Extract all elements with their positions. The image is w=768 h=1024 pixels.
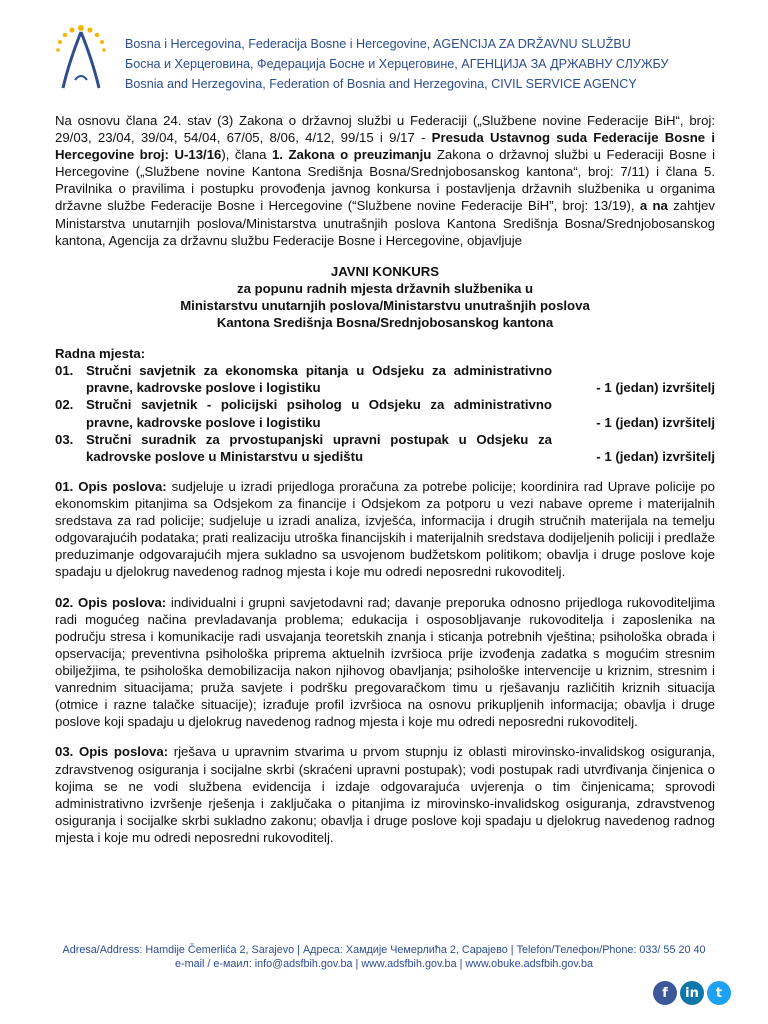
job-description-2 [55, 594, 715, 731]
intro-text-4: zahtjev Ministarstva unutarnjih poslova/Ministarstva unutrašnjih poslova Kantona Središnja Bosna/Srednjobosanskog kantona, Agencija za državnu službu Federacije Bosne i Hercegovine, objavljuje [55, 198, 715, 248]
position-title: Stručni savjetnik za ekonomska pitanja u Odsjeku za administrativno pravne, kadrovske poslove i logistiku [86, 363, 552, 396]
header-line-english: Bosnia and Herzegovina, Federation of Bosnia and Herzegovina, CIVIL SERVICE AGENCY [125, 77, 637, 91]
job-description-text: sudjeluje u izradi prijedloga proračuna za potrebe policije; koordinira rad Uprave policije po ekonomskim pitanjima sa Odsjekom za financije i Odsjekom za potporu u vezi nabave opreme i materijalnih sredstava za rad policije; sudjeluje u izradi analiza, izvješća, informacija i drugih stručnih materijala na temelju odgovarajućih podataka; prati realizaciju utroška financijskih i materijalnih sredstava dodijeljenih policiji i predlaže preduzimanje odgovarajućih mjera sukladno sa usvojenom budžetskom politikom; obavlja i druge poslove koje spadaju u djelokrug navedenog radnog mjesta i koje mu odredi neposredni rukovoditelj. [55, 478, 715, 580]
document-body [55, 112, 715, 859]
position-count: - 1 (jedan) izvršitelj [596, 448, 715, 464]
job-description-text: individualni i grupni savjetodavni rad; davanje preporuka odnosno prijedloga rukovoditeljima radi mogućeg načina prevladavanja problema; edukacija i osposobljavanje rukovoditelja i zaposlenika na području stresa i komunikacije radi usvajanja teoretskih znanja i sticanja potrebnih vještina; psihološka obrada i opservacija; preventivna psihološka priprema aktuelnih izvršioca prije izvođenja zadatka s mogućim stresnim obilježjima, te psihološka demobilizacija nakon njihovog obavljanja; psihološke intervencije u kriznim, stresnim i vanrednim situacijama; pruža savjete i podršku pregovaračkom timu u rješavanju različitih kriznih situacija (otmice i razne talačke situacije); izrađuje profil izvršioca na osnovu prikupljenih informacija; obavlja i druge poslove koji spadaju u djelokrug navedenog radnog mjesta i koje mu odredi neposredni rukovoditelj. [55, 594, 716, 730]
position-count: - 1 (jedan) izvršitelj [596, 414, 715, 430]
document-footer [0, 944, 768, 971]
position-title: Stručni savjetnik - policijski psiholog u Odsjeku za administrativno pravne, kadrovske poslove i logistiku [86, 397, 552, 430]
position-item [55, 396, 715, 430]
positions-list [55, 345, 715, 465]
subtitle-line-2: Ministarstvu unutarnjih poslova/Ministarstvu unutrašnjih poslova [180, 297, 590, 313]
position-number: 03. [55, 431, 74, 447]
footer-contacts[interactable]: e-mail / е-маил: info@adsfbih.gov.ba | www.adsfbih.gov.ba | www.obuke.adsfbih.gov.ba [174, 957, 594, 970]
facebook-icon[interactable]: f [653, 981, 677, 1005]
social-links [653, 981, 731, 1005]
header-line-latin: Bosna i Hercegovina, Federacija Bosne i Hercegovine, AGENCIJA ZA DRŽAVNU SLUŽBU [125, 37, 631, 51]
position-number: 01. [55, 363, 74, 379]
job-description-text: rješava u upravnim stvarima u prvom stupnju iz oblasti mirovinsko-invalidskog osiguranja, zdravstvenog osiguranja i socijalne skrbi (skraćeni upravni postupak); vodi postupak radi utvrđivanja činjenica o kojima se ne vodi službena evidencija i izdaje odgovarajuća uvjerenja o tim činjenicama; sprovodi administrativno izvršenje rješenja i zaključaka o pitanjima iz mirovinsko-invalidskog osiguranja, zdravstvenog osiguranja i socijalke skrbi sukladno zakonu; obavlja i druge poslove koji spadaju u djelokrug navedenog radnog mjesta i koje mu odredi neposredni rukovoditelj. [55, 744, 715, 845]
job-description-3 [55, 743, 715, 846]
intro-text-3: Zakona o državnoj službi u Federaciji Bosne i Hercegovine („Službene novine Kantona Središnja Bosna/Srednjobosanskog kantona“, broj: 7/11) i člana 5. Pravilnika o pravilima i postupku provođenja javnog konkursa i postavljenja državnih službenika u organima državne službe Federacije Bosne i Hercegovine (“Službene novine Federacije BiH”, broj: 13/19), [55, 147, 715, 214]
document-header [55, 22, 735, 100]
position-count: - 1 (jedan) izvršitelj [596, 380, 715, 396]
position-title: Stručni suradnik za prvostupanjski upravni postupak u Odsjeku za kadrovske poslove u Ministarstvu u sjedištu [86, 431, 552, 464]
twitter-icon[interactable]: t [707, 981, 731, 1005]
job-description-label: 02. Opis poslova: [55, 594, 167, 610]
intro-paragraph [55, 112, 715, 249]
subtitle-line-1: za popunu radnih mjesta državnih službenika u [236, 280, 534, 296]
job-description-label: 01. Opis poslova: [55, 478, 167, 494]
job-description-label: 03. Opis poslova: [55, 744, 169, 760]
footer-address: Adresa/Address: Hamdije Čemerlića 2, Sarajevo | Адреса: Хамдије Чемерлића 2, Сарајево | Telefon/Телефон/Phone: 033/ 55 20 40 [62, 944, 706, 956]
position-item [55, 362, 715, 396]
intro-bold-1: Presuda Ustavnog suda Federacije Bosne i Hercegovine broj: U-13/16 [55, 130, 715, 163]
linkedin-icon[interactable]: in [680, 981, 704, 1005]
agency-logo-icon [55, 22, 107, 92]
intro-text-2: ), člana [221, 147, 267, 163]
document-title: JAVNI KONKURS [330, 263, 440, 279]
intro-bold-3: a na [639, 198, 668, 214]
intro-text-1: Na osnovu člana 24. stav (3) Zakona o državnoj službi u Federaciji („Službene novine Federacije BiH“, broj: 29/03, 23/04, 39/04, 54/04, 67/05, 8/06, 4/12, 99/15 i 9/17 - [55, 113, 715, 146]
position-number: 02. [55, 397, 74, 413]
subtitle-line-3: Kantona Središnja Bosna/Srednjobosanskog kantona [216, 315, 554, 331]
intro-bold-2: 1. Zakona o preuzimanju [271, 147, 432, 163]
position-item [55, 431, 715, 465]
job-description-1 [55, 478, 715, 581]
header-line-cyrillic: Босна и Херцеговина, Федерација Босне и Херцеговине, АГЕНЦИЈА ЗА ДРЖАВНУ СЛУЖБУ [125, 57, 669, 71]
positions-heading: Radna mjesta: [55, 346, 146, 362]
